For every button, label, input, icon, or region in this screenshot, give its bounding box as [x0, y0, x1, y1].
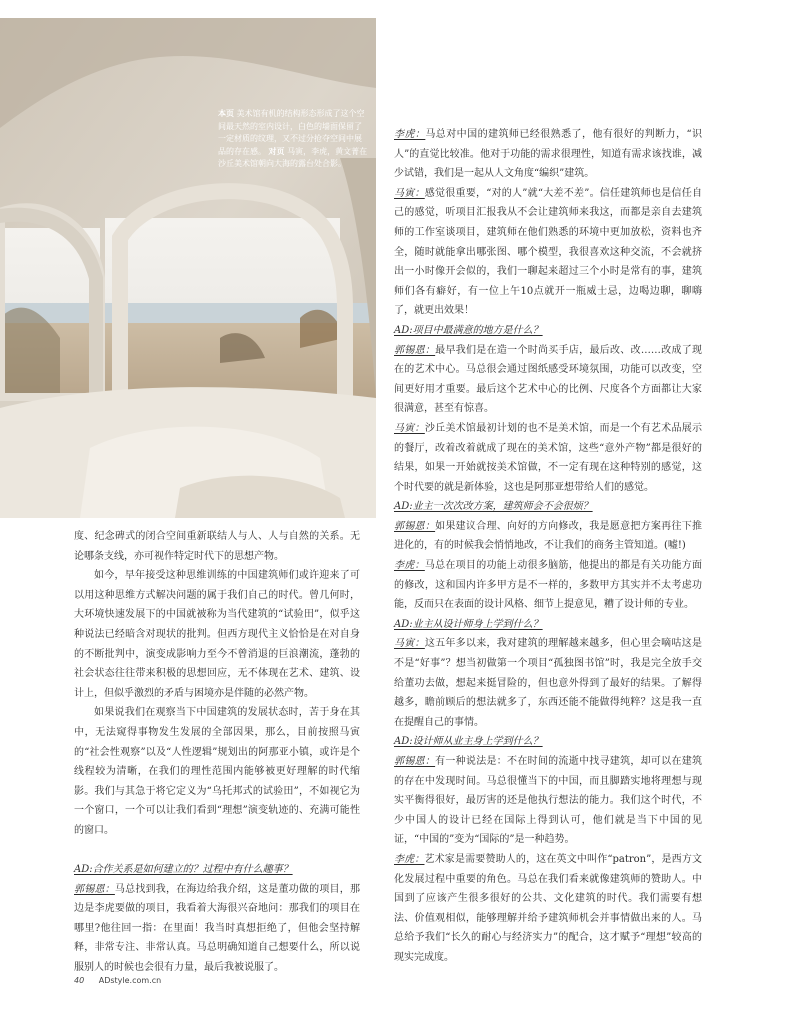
- speaker-name: 郭锡恩：: [74, 883, 115, 895]
- interview-answer: [74, 880, 360, 978]
- speaker-name: 李虎：: [394, 560, 425, 572]
- site-url: ADstyle.com.cn: [98, 976, 162, 985]
- interview-question: AD:业主一次次改方案，建筑师会不会很烦？: [394, 501, 593, 513]
- paragraph: 度、纪念碑式的闭合空间重新联结人与人、人与自然的关系。无论哪条支线，亦可视作特定时代下的思想产物。: [74, 531, 360, 562]
- page-footer: [74, 976, 161, 985]
- speaker-name: 马寅：: [394, 187, 425, 199]
- interview-answer: [394, 341, 702, 419]
- answer-text: 马总对中国的建筑师已经很熟悉了，他有很好的判断力，“识人”的直觉比较准。他对于功能的需求很理性，知道有需求该找谁，减少试错，我们是一起从人文角度“编织”建筑。: [394, 129, 702, 180]
- museum-interior-photo: [0, 18, 376, 518]
- paragraph: 如今，早年接受这种思维训练的中国建筑师们或许迎来了可以用这种思维方式解决问题的属于我们自己的时代。曾几何时，大环境快速发展下的中国就被称为当代建筑的“试验田”，似乎这种说法已经暗含对现状的批判。但西方现代主义恰恰是在对自身的不断批判中，演变成影响力至今不曾消退的巨浪潮流，蓬勃的社会状态往往带来积极的思想回应，无不体现在艺术、建筑、设计上，但似乎激烈的矛盾与困境亦是伴随的必然产物。: [74, 570, 360, 699]
- answer-text: 沙丘美术馆最初计划的也不是美术馆，而是一个有艺术品展示的餐厅，改着改着就成了现在的美术馆，这些“意外产物”都是很好的结果，如果一开始就按美术馆做，不一定有现在这种特别的感觉，这个时代要的就是新体验，这也是阿那亚想带给人们的感觉。: [394, 422, 703, 493]
- interview-question: AD:项目中最满意的地方是什么？: [394, 324, 543, 336]
- interview-answer: [394, 556, 702, 615]
- speaker-name: 李虎：: [394, 853, 425, 865]
- interview-answer: [394, 184, 702, 321]
- right-column: [394, 125, 702, 968]
- caption-text-2: 马寅，李虎，黄文菁在沙丘美术馆朝向大海的露台处合影。: [218, 146, 368, 168]
- speaker-name: 郭锡恩：: [394, 756, 436, 767]
- answer-text: 有一种说法是：不在时间的流逝中找寻建筑，却可以在建筑的存在中发现时间。马总很懂当下的中国，而且脚踏实地将理想与现实平衡得很好，最厉害的还是他执行想法的能力。我们这个时代，不少中国人的设计已经在国际上得到认可，他们就是当下中国的见证，“中国的”变为“国际的”是一种趋势。: [394, 756, 703, 846]
- caption-lead-2: 对页: [268, 146, 285, 156]
- answer-text: 这五年多以来，我对建筑的理解越来越多，但心里会嘀咕这是不是“好事”？想当初做第一个项目“孤独图书馆”时，我是完全放手交给董功去做，想起来挺冒险的，但也意外得到了最好的结果。了解得越多，瞻前顾后的想法就多了，东西还能不能做得纯粹？这是我一直在提醒自己的事情。: [394, 638, 703, 728]
- interview-question: AD:设计师从业主身上学到什么？: [394, 736, 543, 748]
- interview-answer: [394, 850, 702, 968]
- paragraph: 如果说我们在观察当下中国建筑的发展状态时，苦于身在其中，无法窥得事物发生发展的全部因果，那么，目前按照马寅的“社会性观察”以及“人性逻辑”规划出的阿那亚小镇，或许是个线程较为清晰，在我们的理性范围内能够被更好理解的时代缩影。我们与其急于将它定义为“乌托邦式的试验田”，不如视它为一个窗口，一个可以让我们看到“理想”演变轨迹的、充满可能性的窗口。: [74, 707, 360, 836]
- interview-answer: [394, 125, 702, 184]
- caption-lead: 本页: [218, 109, 234, 118]
- paragraph-gap: [74, 841, 360, 861]
- speaker-name: 马寅：: [394, 422, 425, 434]
- answer-text: 感觉很重要，“对的人”就“大差不差”。信任建筑师也是信任自己的感觉，听项目汇报我从不会让建筑师来我这，而都是亲自去建筑师的工作室谈项目，建筑师在他们熟悉的环境中更加放松，资料也齐全，随时就能拿出哪张图、哪个模型，我很喜欢这种交流，不会就挤出一小时像开会似的，我们一聊起来超过三个小时是常有的事，建筑师们各有癖好，有一位上午10点就开一瓶威士忌，边喝边聊，聊嗨了，就更出效果！: [394, 187, 702, 317]
- answer-text: 如果建议合理、向好的方向修改，我是愿意把方案再往下推进化的，有的时候我会悄悄地改，不让我们的商务主管知道。(嘘!): [394, 520, 703, 552]
- left-column: [74, 527, 360, 978]
- answer-text: 马总找到我，在海边给我介绍，这是董功做的项目，那边是李虎要做的项目，我看着大海很兴奋地问：那我们的项目在哪里?他往回一指：在里面！我当时真想拒绝了，但他会坚持解释，非常专注、非常认真。马总明确知道自己想要什么，所以说服别人的时候也会很有力量，最后我被说服了。: [74, 883, 361, 974]
- interview-question: AD:合作关系是如何建立的？过程中有什么趣事？: [74, 864, 293, 876]
- speaker-name: 郭锡恩：: [394, 344, 436, 356]
- answer-text: 最早我们是在造一个时尚买手店，最后改、改……改成了现在的艺术中心。马总很会通过图纸感受环境氛围，功能可以改变，空间更好用才重要。最后这个艺术中心的比例、尺度各个方面都让大家很满意，甚至有惊喜。: [394, 344, 703, 415]
- interview-answer: [394, 634, 702, 732]
- interview-answer: [394, 517, 702, 556]
- interview-answer: [394, 419, 702, 497]
- speaker-name: 马寅：: [394, 638, 425, 650]
- photo-illustration: [0, 18, 376, 518]
- speaker-name: 郭锡恩：: [394, 520, 436, 532]
- photo-caption: [218, 108, 368, 171]
- answer-text: 马总在项目的功能上动很多脑筋，他提出的都是有关功能方面的修改，这和国内许多甲方是不一样的，多数甲方其实并不太考虑功能，反而只在表面的设计风格、细节上提意见，糟了设计师的专业。: [394, 560, 703, 611]
- interview-question: AD:业主从设计师身上学到什么？: [394, 618, 543, 630]
- page-number: 40: [74, 976, 85, 985]
- answer-text: 艺术家是需要赞助人的，这在英文中叫作“patron”，是西方文化发展过程中重要的角色。马总在我们看来就像建筑师的赞助人。中国到了应该产生很多很好的公共、文化建筑的时代。我们需要有想法、价值观相似，能够理解并给予建筑师机会并事情做出来的人。马总给予我们“长久的耐心与经济实力”的配合，这才赋予“理想”较高的现实完成度。: [394, 853, 702, 963]
- caption-text-1: 美术馆有机的结构形态形成了这个空间最天然的室内设计，白色的墙面保留了一定材质的纹理，又不过分抢夺空间中展品的存在感。: [218, 109, 365, 156]
- speaker-name: 李虎：: [394, 129, 426, 140]
- interview-answer: [394, 752, 702, 850]
